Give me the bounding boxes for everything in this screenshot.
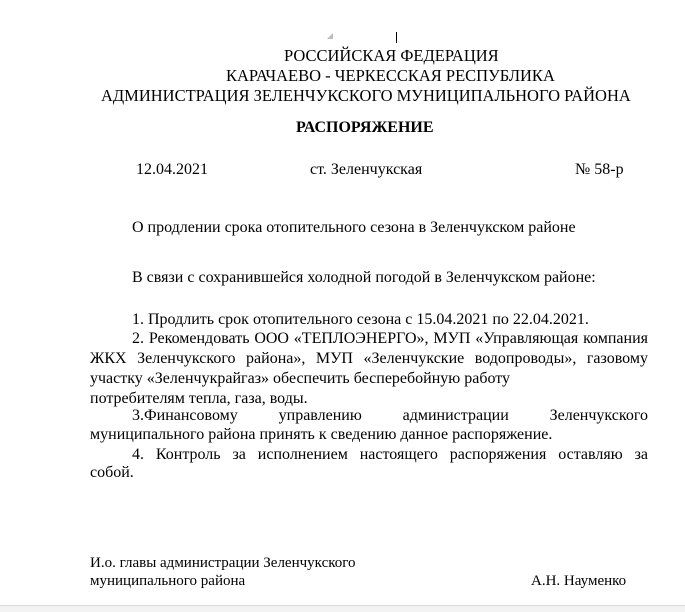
item-2-last-line: потребителям тепла, газа, воды.: [90, 390, 308, 407]
text-cursor: [396, 32, 397, 43]
document-date: 12.04.2021: [136, 161, 208, 178]
item-3-text: 3.Финансовому управлению администрации Зеленчукского: [132, 407, 648, 424]
ruler-marker-icon: [327, 33, 333, 39]
item-2-text: 2. Рекомендовать ООО «ТЕПЛОЭНЕРГО», МУП «Управляющая компания ЖКХ Зеленчукского района», МУП «Зеленчукские водопроводы», газовому участку «Зеленчукрайгаз» обеспечить бесперебойную работу: [90, 330, 648, 387]
item-3: [90, 406, 648, 426]
header-line-republic: КАРАЧАЕВО - ЧЕРКЕССКАЯ РЕСПУБЛИКА: [226, 66, 555, 85]
document-subject: О продлении срока отопительного сезона в Зеленчукском районе: [132, 219, 576, 236]
item-1: [90, 310, 648, 330]
signature-name: А.Н. Науменко: [531, 573, 627, 589]
document-number: № 58-р: [575, 161, 624, 178]
header-line-administration: АДМИНИСТРАЦИЯ ЗЕЛЕНЧУКСКОГО МУНИЦИПАЛЬНОГО РАЙОНА: [101, 86, 631, 105]
item-4-last-line: собой.: [90, 464, 134, 481]
item-4-text: 4. Контроль за исполнением настоящего распоряжения оставляю за: [132, 446, 648, 463]
document-preamble: В связи с сохранившейся холодной погодой в Зеленчукском районе:: [132, 269, 596, 286]
document-type-title: РАСПОРЯЖЕНИЕ: [296, 119, 434, 136]
item-1-text: 1. Продлить срок отопительного сезона с 15.04.2021 по 22.04.2021.: [132, 311, 589, 328]
item-2: [90, 329, 648, 409]
signature-position-line1: И.о. главы администрации Зеленчукского: [90, 555, 356, 571]
item-3-last-line: муниципального района принять к сведению данное распоряжение.: [90, 426, 553, 443]
document-place: ст. Зеленчукская: [310, 161, 423, 178]
signature-position-line2: муниципального района: [90, 573, 246, 589]
header-line-federation: РОССИЙСКАЯ ФЕДЕРАЦИЯ: [284, 46, 499, 65]
item-4: [90, 445, 648, 465]
